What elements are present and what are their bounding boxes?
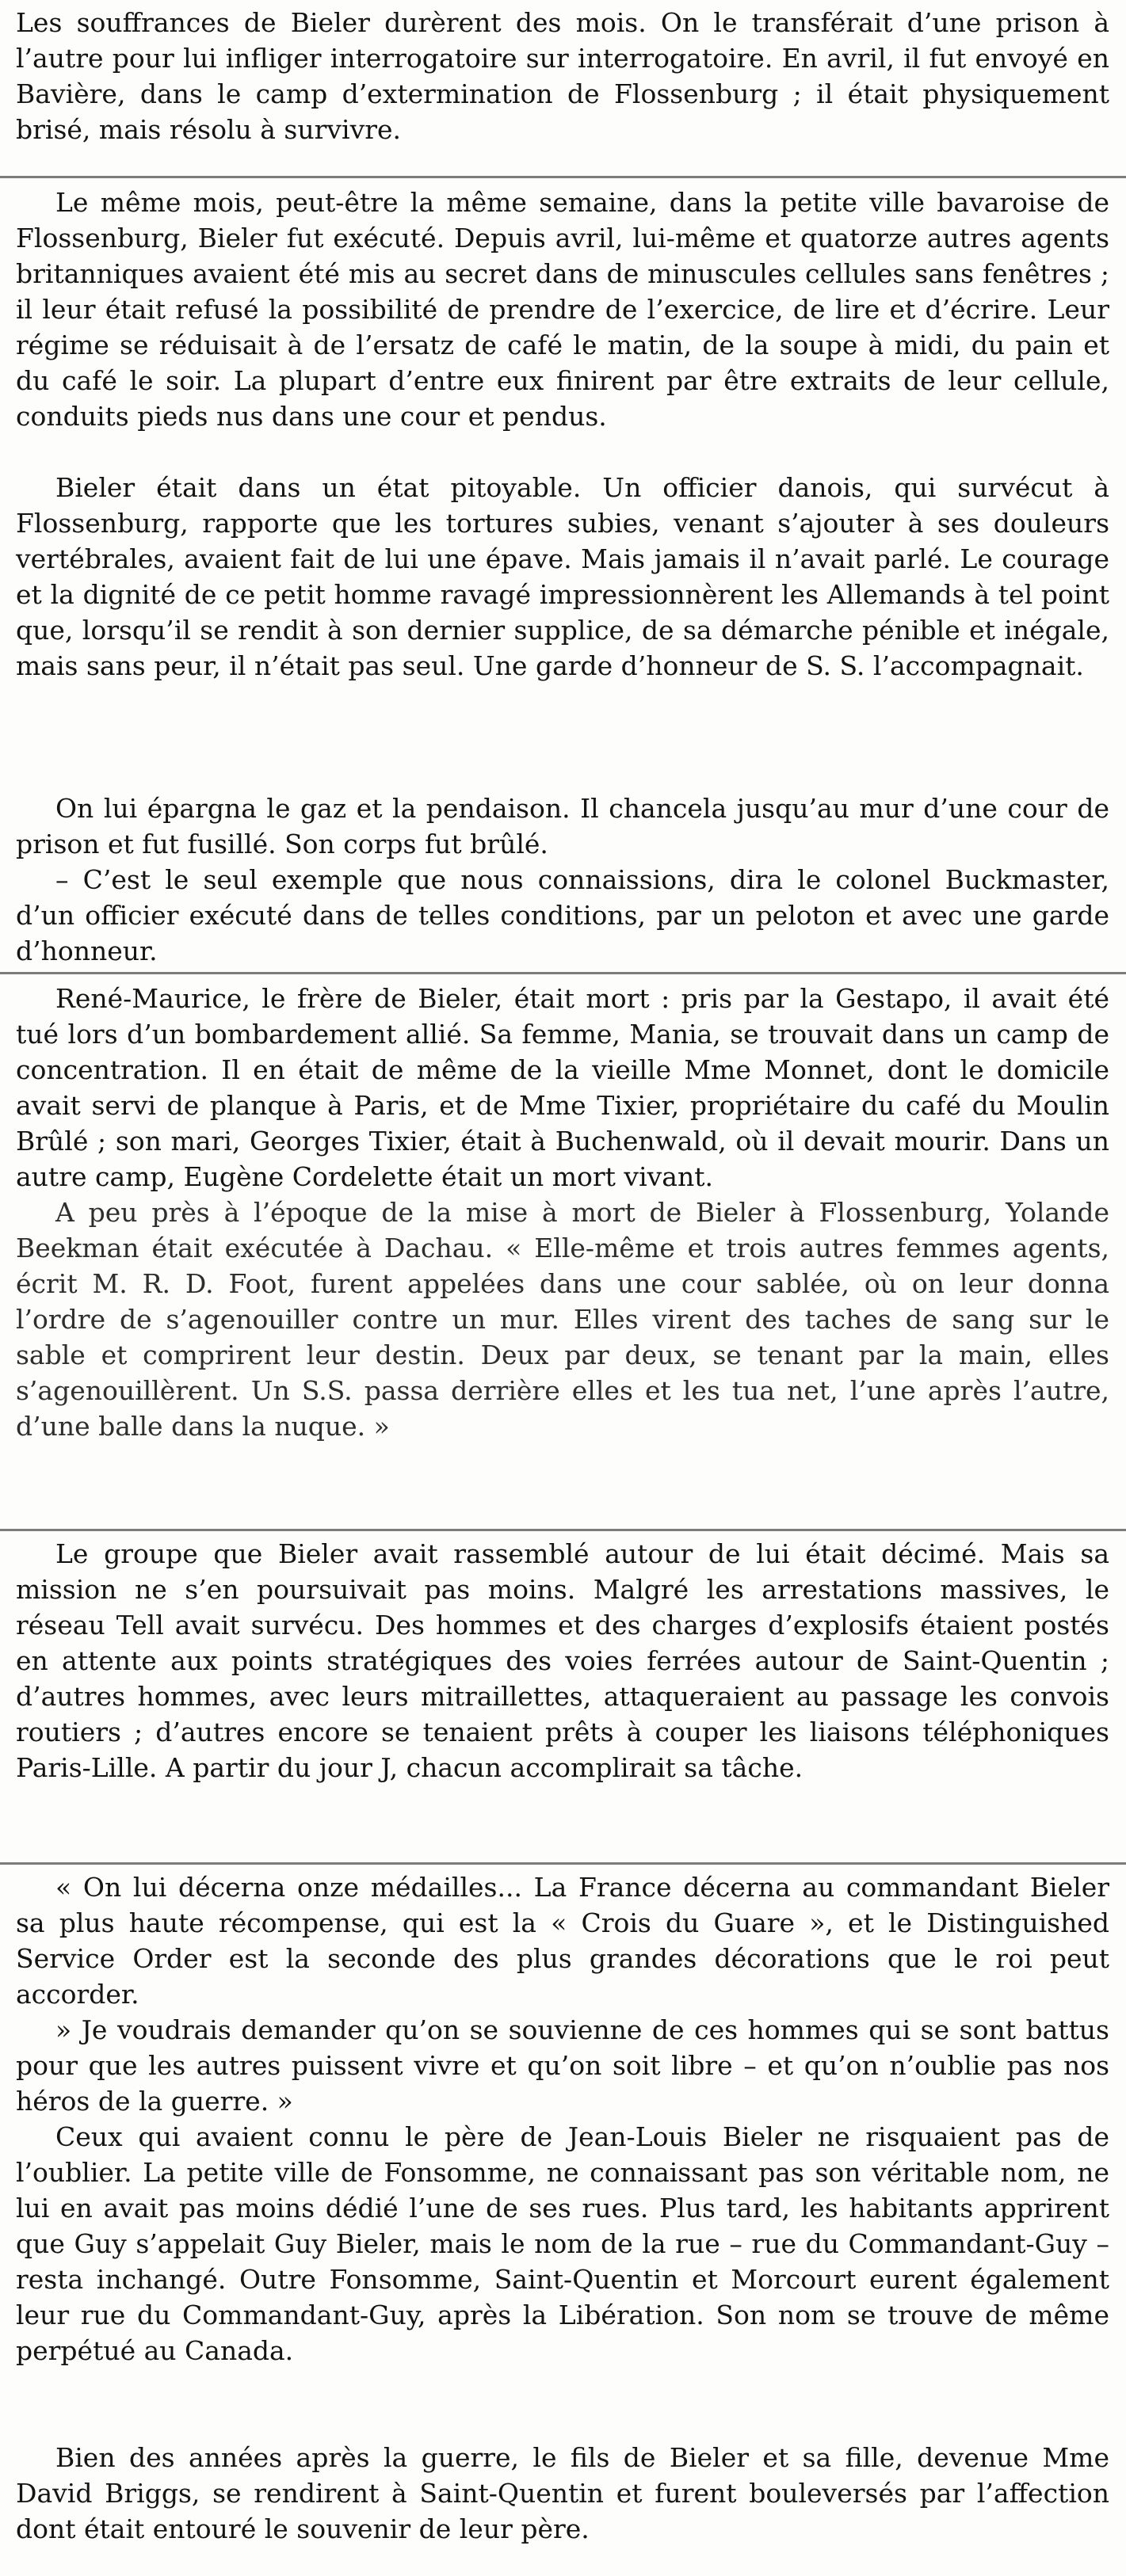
paragraph: « On lui décerna onze médailles... La France décerna au commandant Bieler sa plus haute récompense, qui est la « Crois du Guare », et le Distinguished Service Order est la seconde des plus grandes décorations que le roi peut accorder. — [16, 1872, 1109, 2010]
paragraph: Le groupe que Bieler avait rassemblé autour de lui était décimé. Mais sa mission ne s’en poursuivait pas moins. Malgré les arrestations massives, le réseau Tell avait survécu. Des hommes et des charges d’explosifs étaient postés en attente aux points stratégiques des voies ferrées autour de Saint-Quentin ; d’autres hommes, avec leurs mitraillettes, attaqueraient au passage les convois routiers ; d’autres encore se tenaient prêts à couper les liaisons téléphoniques Paris-Lille. A partir du jour J, chacun accomplirait sa tâche. — [16, 1538, 1109, 1783]
paragraph: » Je voudrais demander qu’on se souvienne de ces hommes qui se sont battus pour que les autres puissent vivre et qu’on soit libre – et qu’on n’oublie pas nos héros de la guerre. » — [16, 2014, 1109, 2117]
paragraph: On lui épargna le gaz et la pendaison. Il chancela jusqu’au mur d’une cour de prison et fut fusillé. Son corps fut brûlé. — [16, 793, 1109, 859]
paragraph: Le même mois, peut-être la même semaine, dans la petite ville bavaroise de Flossenburg, Bieler fut exécuté. Depuis avril, lui-même et quatorze autres agents britanniques avaient été mis au secret dans de minuscules cellules sans fenêtres ; il leur était refusé la possibilité de prendre de l’exercice, de lire et d’écrire. Leur régime se réduisait à de l’ersatz de café le matin, de la soupe à midi, du pain et du café le soir. La plupart d’entre eux finirent par être extraits de leur cellule, conduits pieds nus dans une cour et pendus. — [16, 187, 1109, 432]
paragraph: Ceux qui avaient connu le père de Jean-Louis Bieler ne risquaient pas de l’oublier. La petite ville de Fonsomme, ne connaissant pas son véritable nom, ne lui en avait pas moins dédié l’une de ses rues. Plus tard, les habitants apprirent que Guy s’appelait Guy Bieler, mais le nom de la rue – rue du Commandant-Guy – resta inchangé. Outre Fonsomme, Saint-Quentin et Morcourt eurent également leur rue du Commandant-Guy, après la Libération. Son nom se trouve de même perpétué au Canada. — [16, 2121, 1109, 2366]
paragraph: René-Maurice, le frère de Bieler, était mort : pris par la Gestapo, il avait été tué lors d’un bombardement allié. Sa femme, Mania, se trouvait dans un camp de concentration. Il en était de même de la vieille Mme Monnet, dont le domicile avait servi de planque à Paris, et de Mme Tixier, propriétaire du café du Moulin Brûlé ; son mari, Georges Tixier, était à Buchenwald, où il devait mourir. Dans un autre camp, Eugène Cordelette était un mort vivant. — [16, 983, 1109, 1192]
paragraph: Bien des années après la guerre, le fils de Bieler et sa fille, devenue Mme David Briggs, se rendirent à Saint-Quentin et furent bouleversés par l’affection dont était entouré le souvenir de leur père. — [16, 2442, 1109, 2544]
text-fragment-4 — [0, 1531, 1126, 1862]
paragraph: A peu près à l’époque de la mise à mort de Bieler à Flossenburg, Yolande Beekman était exécutée à Dachau. « Elle-même et trois autres femmes agents, écrit M. R. D. Foot, furent appelées dans une cour sablée, où on leur donna l’ordre de s’agenouiller contre un mur. Elles virent des taches de sang sur le sable et comprirent leur destin. Deux par deux, se tenant par la main, elles s’agenouillèrent. Un S.S. passa derrière elles et les tua net, l’une après l’autre, d’une balle dans la nuque. » — [16, 1197, 1109, 1442]
paragraph: Bieler était dans un état pitoyable. Un officier danois, qui survécut à Flossenburg, rapporte que les tortures subies, venant s’ajouter à ses douleurs vertébrales, avaient fait de lui une épave. Mais jamais il n’avait parlé. Le courage et la dignité de ce petit homme ravagé impressionnèrent les Allemands à tel point que, lorsqu’il se rendit à son dernier supplice, de sa démarche pénible et inégale, mais sans peur, il n’était pas seul. Une garde d’honneur de S. S. l’accompagnait. — [16, 472, 1109, 681]
text-fragment-3 — [0, 974, 1126, 1529]
text-fragment-1 — [0, 0, 1126, 176]
paragraph: – C’est le seul exemple que nous connaissions, dira le colonel Buckmaster, d’un officier exécuté dans de telles conditions, par un peloton et avec une garde d’honneur. — [16, 864, 1109, 966]
text-fragment-5 — [0, 1865, 1126, 2576]
paragraph: Les souffrances de Bieler durèrent des mois. On le transférait d’une prison à l’autre pour lui infliger interrogatoire sur interrogatoire. En avril, il fut envoyé en Bavière, dans le camp d’extermination de Flossenburg ; il était physiquement brisé, mais résolu à survivre. — [16, 7, 1109, 145]
text-fragment-2 — [0, 178, 1126, 972]
